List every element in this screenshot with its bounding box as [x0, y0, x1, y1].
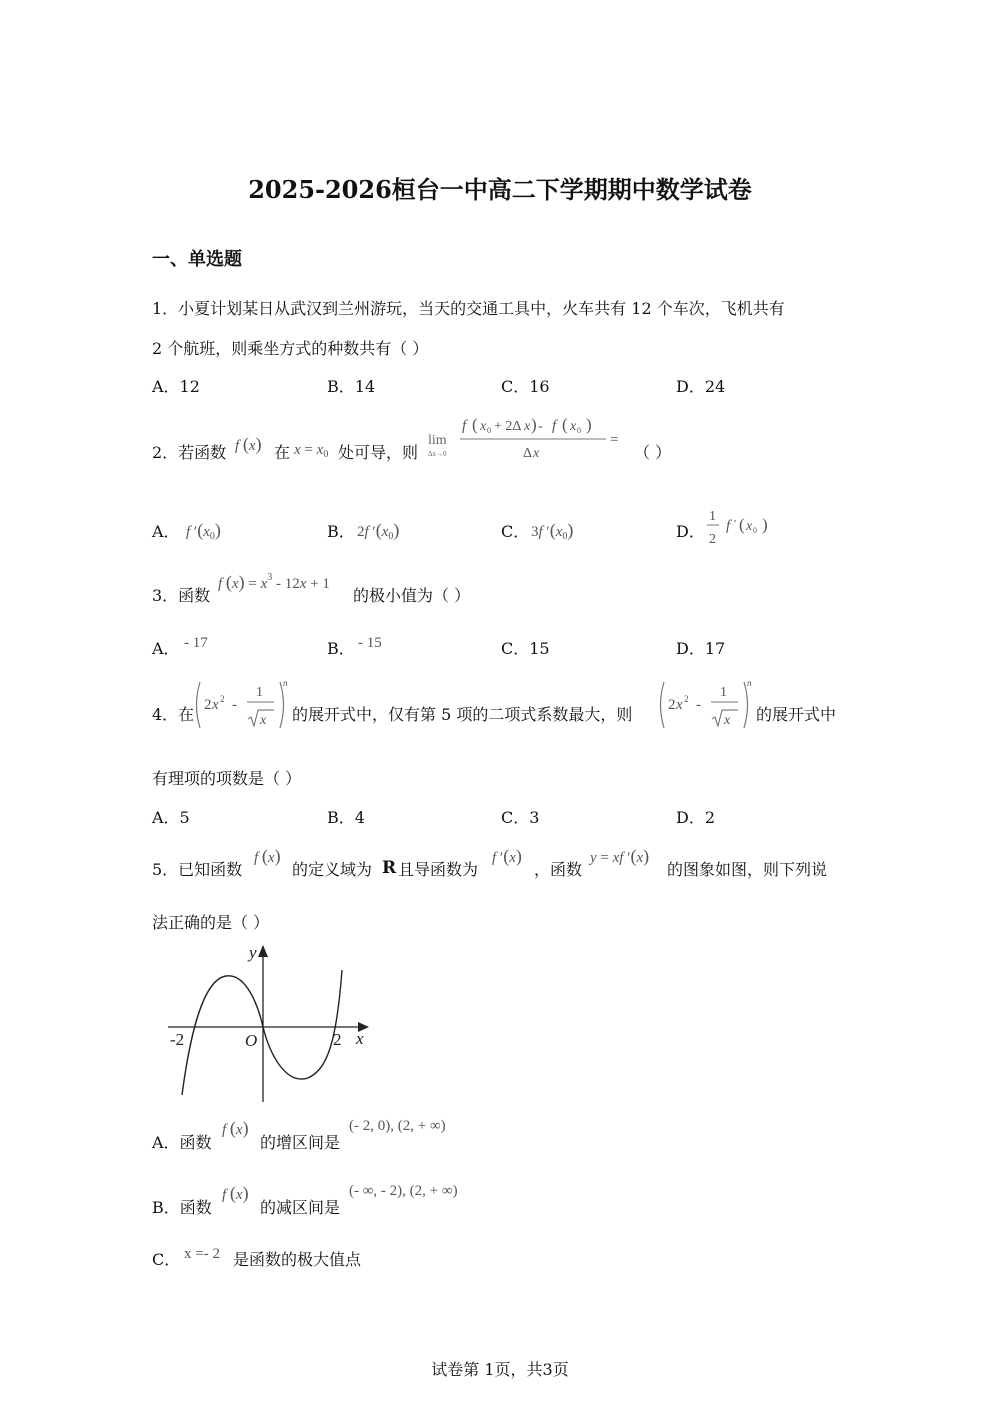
svg-text:n: n	[283, 678, 288, 688]
q3-option-b-math: - 15	[358, 635, 382, 651]
q5-option-b-label: B．函数	[152, 1198, 212, 1217]
svg-text:1: 1	[709, 509, 716, 524]
svg-text:f: f	[552, 418, 557, 434]
q2-option-d-label: D．	[676, 522, 705, 541]
svg-text:): )	[762, 515, 768, 534]
svg-text:x: x	[570, 419, 577, 434]
q5-mid2: 且导函数为	[398, 860, 479, 879]
q2-fx: f (x)	[235, 434, 262, 454]
svg-text:n: n	[747, 678, 752, 688]
svg-text:Δx→0: Δx→0	[428, 450, 447, 458]
q2-option-c-label: C．	[501, 522, 530, 541]
svg-text:x: x	[746, 519, 753, 534]
svg-text:0: 0	[577, 426, 581, 435]
q2-prefix: 2．若函数	[152, 443, 227, 462]
svg-text:2: 2	[220, 694, 225, 704]
q2-mid1: 在	[274, 443, 291, 462]
q5-option-b-interval: (- ∞, - 2), (2, + ∞)	[349, 1183, 458, 1199]
svg-text:(: (	[739, 515, 745, 534]
q5-option-a-label: A．函数	[152, 1133, 212, 1152]
q5-option-a-text: 的增区间是	[260, 1133, 341, 1152]
svg-text:1: 1	[720, 685, 727, 700]
svg-text:2: 2	[684, 694, 689, 704]
q4-binomial-2	[656, 676, 756, 738]
q4-binomial-1	[192, 676, 292, 738]
q4-mid: 的展开式中，仅有第 5 项的二项式系数最大，则	[292, 705, 633, 724]
q5-suffix: 的图象如图，则下列说	[667, 860, 828, 879]
svg-text:x: x	[212, 697, 219, 713]
svg-text:1: 1	[256, 685, 263, 700]
q4-text-line2: 有理项的项数是（ ）	[152, 769, 302, 788]
q3-function: f $(x) = x^3 - 12x + 1$	[218, 572, 330, 592]
svg-text:(: (	[472, 415, 478, 434]
graph-x-label: x	[356, 1029, 364, 1048]
svg-text:lim: lim	[428, 433, 447, 448]
graph-y-label: y	[249, 943, 257, 962]
q2-x-eq-x0: $x = x_0$	[294, 442, 329, 460]
q5-fx: f (x)	[254, 846, 281, 866]
q1-option-c: C．16	[501, 377, 550, 396]
svg-text:): )	[586, 415, 592, 434]
q5-option-a-fx: f (x)	[222, 1118, 249, 1138]
svg-text:x: x	[533, 446, 540, 461]
svg-text:2: 2	[709, 532, 716, 547]
q5-option-b-fx: f (x)	[222, 1183, 249, 1203]
q4-prefix: 4．在	[152, 705, 195, 724]
graph-tick-2: 2	[333, 1030, 342, 1049]
q2-mid2: 处可导，则	[338, 443, 419, 462]
q5-graph	[160, 940, 380, 1109]
q3-prefix: 3．函数	[152, 586, 211, 605]
q3-option-b-label: B．	[327, 639, 355, 658]
q1-text-line2: 2 个航班，则乘坐方式的种数共有（ ）	[152, 339, 429, 358]
q3-option-a-label: A．	[152, 639, 180, 658]
q5-option-c-math: x =- 2	[184, 1246, 220, 1262]
q5-y-eq-xfprime: y = xf ′(x)	[590, 846, 650, 866]
svg-text:x: x	[676, 697, 683, 713]
q3-option-c: C．15	[501, 639, 550, 658]
svg-text:): )	[531, 415, 537, 434]
q1-option-b: B．14	[327, 377, 376, 396]
svg-text:(: (	[562, 415, 568, 434]
q1-text-line1: 1．小夏计划某日从武汉到兰州游玩，当天的交通工具中，火车共有 12 个车次，飞机共有	[152, 299, 785, 318]
svg-text:=: =	[610, 432, 619, 448]
svg-text:f: f	[726, 518, 731, 534]
q2-option-b-math: 2f $'(x_0)$	[357, 520, 400, 542]
svg-text:-: -	[696, 697, 701, 713]
page-footer: 试卷第 1页，共3页	[431, 1360, 569, 1379]
svg-text:′: ′	[734, 518, 737, 530]
svg-text:0: 0	[753, 526, 757, 535]
q5-mid3: ，函数	[534, 860, 583, 879]
q5-option-a-interval: (- 2, 0), (2, + ∞)	[349, 1118, 446, 1134]
svg-text:2: 2	[204, 697, 212, 713]
q2-option-d-math	[706, 505, 776, 553]
q2-option-a-label: A．	[152, 522, 180, 541]
q5-fprime-x: f ′(x)	[492, 846, 522, 866]
q4-option-b: B．4	[327, 808, 365, 827]
q2-option-a-math: f $'(x_0)$	[186, 520, 221, 542]
q5-option-b-text: 的减区间是	[260, 1198, 341, 1217]
q3-suffix: 的极小值为（ ）	[353, 586, 471, 605]
q5-real-set: R	[382, 858, 397, 878]
q1-option-a: A．12	[152, 377, 200, 396]
q5-text-line2: 法正确的是（ ）	[152, 913, 270, 932]
svg-text:x: x	[524, 419, 531, 434]
q4-option-c: C．3	[501, 808, 540, 827]
svg-text:x: x	[480, 419, 487, 434]
svg-text:x: x	[260, 713, 267, 728]
svg-text:0: 0	[487, 426, 491, 435]
section-heading: 一、单选题	[152, 249, 242, 270]
q1-option-d: D．24	[676, 377, 726, 396]
q5-option-c-text: 是函数的极大值点	[233, 1250, 362, 1269]
svg-text:f: f	[462, 418, 467, 434]
q5-prefix: 5．已知函数	[152, 860, 243, 879]
svg-text:Δ: Δ	[523, 446, 533, 461]
svg-text:+ 2Δ: + 2Δ	[494, 419, 522, 434]
page-title: 2025-2026桓台一中高二下学期期中数学试卷	[248, 175, 752, 204]
q4-option-a: A．5	[152, 808, 190, 827]
svg-text:x: x	[724, 713, 731, 728]
svg-text:2: 2	[668, 697, 676, 713]
q4-option-d: D．2	[676, 808, 716, 827]
q3-option-a-math: - 17	[184, 635, 208, 651]
q2-answer-blank: （ ）	[634, 443, 672, 462]
svg-text:-: -	[232, 697, 237, 713]
q5-option-c-label: C．	[152, 1250, 181, 1269]
svg-text:-: -	[538, 419, 543, 434]
q2-option-b-label: B．	[327, 522, 355, 541]
q2-option-c-math: 3f $'(x_0)$	[531, 520, 574, 542]
q4-suffix: 的展开式中	[756, 705, 837, 724]
q5-mid1: 的定义域为	[292, 860, 373, 879]
q2-limit-expression	[428, 412, 628, 472]
graph-origin-label: O	[245, 1031, 258, 1050]
q3-option-d: D．17	[676, 639, 726, 658]
graph-tick-neg2: -2	[170, 1030, 185, 1049]
